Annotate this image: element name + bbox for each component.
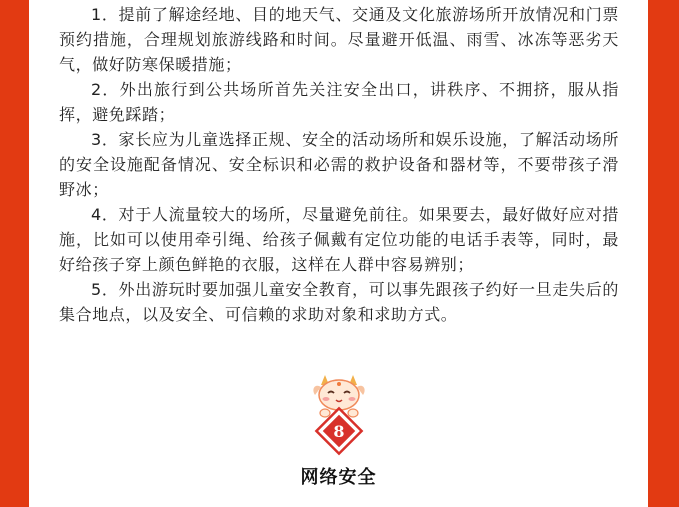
paragraph-4: 4．对于人流量较大的场所，尽量避免前往。如果要去，最好做好应对措施，比如可以使用牵引绳、给孩子佩戴有定位功能的电话手表等，同时，最好给孩子穿上颜色鲜艳的衣服，这样在人群中容易辨别； bbox=[59, 205, 619, 274]
right-red-border bbox=[648, 0, 679, 507]
paragraph-2: 2．外出旅行到公共场所首先关注安全出口，讲秩序、不拥挤，服从指挥，避免踩踏； bbox=[59, 80, 619, 124]
section-title: 网络安全 bbox=[300, 467, 377, 488]
article-body bbox=[59, 2, 619, 327]
paragraph-1: 1．提前了解途经地、目的地天气、交通及文化旅游场所开放情况和门票预约措施，合理规划旅游线路和时间。尽量避开低温、雨雪、冰冻等恶劣天气，做好防寒保暖措施； bbox=[59, 5, 619, 74]
paragraph-5: 5．外出游玩时要加强儿童安全教育，可以事先跟孩子约好一旦走失后的集合地点，以及安全、可信赖的求助对象和求助方式。 bbox=[59, 280, 619, 324]
dragon-mascot-icon bbox=[311, 373, 367, 457]
content-panel bbox=[29, 0, 648, 507]
left-red-border bbox=[0, 0, 29, 507]
paragraph-3: 3．家长应为儿童选择正规、安全的活动场所和娱乐设施，了解活动场所的安全设施配备情况、安全标识和必需的救护设备和器材等，不要带孩子滑野冰； bbox=[59, 130, 619, 199]
section-number: 8 bbox=[333, 422, 345, 441]
